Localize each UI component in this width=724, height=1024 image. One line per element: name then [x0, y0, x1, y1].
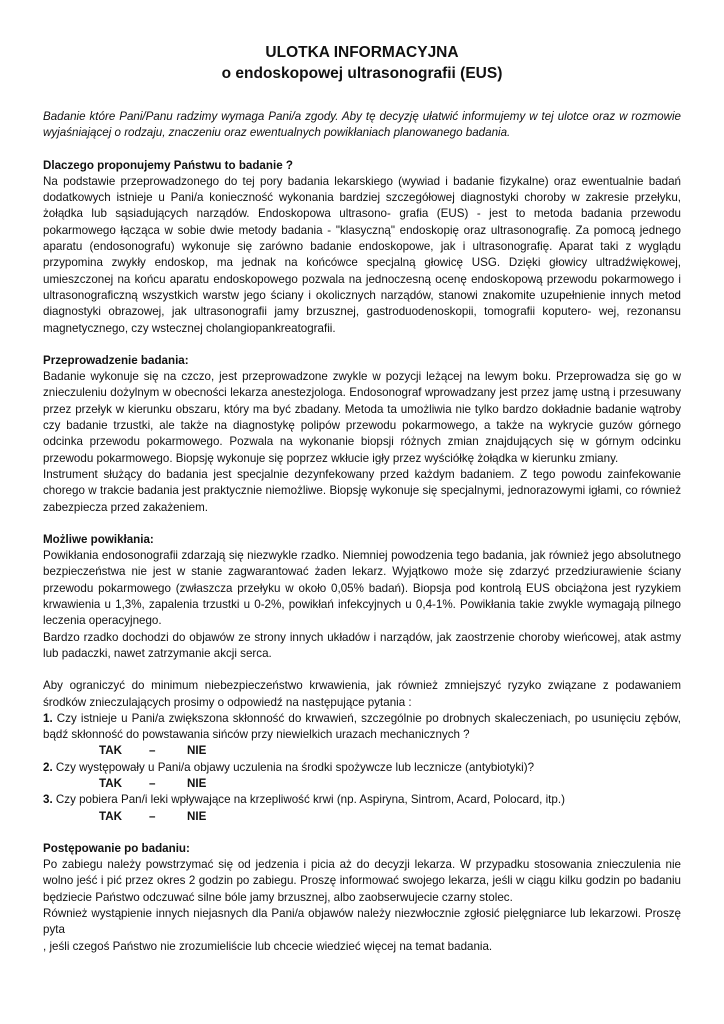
intro-text: Badanie które Pani/Panu radzimy wymaga Pani/a zgody. Aby tę decyzję ułatwić informujemy w tej ulotce oraz w rozmowie wyjaśniającej o rodzaju, znaczeniu oraz ewentualnych powikłaniach planowanego badania. [43, 110, 681, 140]
answer-options [43, 809, 681, 825]
answer-options [43, 776, 681, 792]
section-heading: Przeprowadzenie badania: [43, 353, 189, 367]
intro-block [43, 109, 681, 142]
answer-no[interactable]: NIE [187, 776, 207, 790]
answer-separator: – [149, 744, 156, 758]
question-text: Czy istnieje u Pani/a zwiększona skłonność do krwawień, szczególnie po drobnych skaleczeniach, po usunięciu zębów, bądź skłonność do powstawania sińców przy niewielkich urazach mechanicznych ? [43, 711, 681, 742]
section-heading: Postępowanie po badaniu: [43, 841, 190, 855]
section-text: Na podstawie przeprowadzonego do tej pory badania lekarskiego (wywiad i badanie fizykalne) oraz ewentualnie badań dodatkowych istnieje u Pani/a konieczność wykonania bardziej szczegółowej diagnostyki choroby w zakresie przełyku, żołądka lub sąsiadujących narządów. Endoskopowa ultrasono- grafia (EUS) - jest to metoda badania przewodu pokarmowego łącząca w sobie dwie metody badania - "klasyczną" endoskopię oraz ultrasonografię. Za pomocą jednego aparatu (endosonografu) wykonuje się zarówno badanie endoskopowe, jak i ultrasonografię. Aparat taki z wyglądu przypomina zwykły endoskop, ma jednak na końcówce specjalną głowicę USG. Dzięki głowicy ultradźwiękowej, umieszczonej na końcu aparatu endoskopowego pozwala na jednoczesną ocenę endoskopową przewodu pokarmowego i ultrasonograficzną wszystkich warstw jego ściany i okolicznych narządów, stanowi znakomite uzupełnienie innych metod diagnostyki obrazowej, jak ultrasonografii jamy brzusznej, gastroduodenoskopii, tomografii koputero- wej, rezonansu magnetycznego, czy wstecznej cholangiopankreatografii. [43, 174, 681, 335]
answer-yes[interactable]: TAK [99, 809, 122, 823]
question-text: Czy występowały u Pani/a objawy uczulenia na środki spożywcze lub lecznicze (antybiotyki)? [52, 760, 535, 774]
answer-separator: – [149, 809, 156, 823]
answer-yes[interactable]: TAK [99, 744, 122, 758]
question-item [43, 792, 681, 808]
section-heading: Dlaczego proponujemy Państwu to badanie ? [43, 158, 293, 172]
section-text: Instrument służący do badania jest specjalnie dezynfekowany przed każdym badaniem. Z tego powodu zainfekowanie chorego w trakcie badania jest praktycznie niemożliwe. Biopsję wykonuje się specjalnymi, jednorazowymi igłami, co również zabezpiecza przed zakażeniem. [43, 467, 681, 514]
section-complications [43, 532, 681, 662]
answer-yes[interactable]: TAK [99, 776, 122, 790]
question-item [43, 760, 681, 776]
section-text: , jeśli czegoś Państwo nie zrozumieliście lub chcecie wiedzieć więcej na temat badania. [43, 939, 493, 953]
question-item [43, 711, 681, 744]
section-text: Po zabiegu należy powstrzymać się od jedzenia i picia aż do decyzji lekarza. W przypadku stosowania znieczulenia nie wolno jeść i pić przez okres 2 godzin po zabiegu. Proszę informować swojego lekarza, jeśli w ciągu kilku godzin po badaniu będziecie Państwo odczuwać silne bóle jamy brzusznej, albo zaobserwujecie czarny stolec. [43, 858, 681, 904]
section-after [43, 841, 681, 955]
document-header [43, 42, 681, 84]
document-subtitle: o endoskopowej ultrasonografii (EUS) [221, 65, 503, 82]
questions-intro: Aby ograniczyć do minimum niebezpieczeństwo krwawienia, jak również zmniejszyć ryzyko związane z podawaniem środków znieczulających prosimy o odpowiedź na następujące pytania : [43, 679, 681, 709]
answer-separator: – [149, 776, 156, 790]
answer-options [43, 743, 681, 759]
question-number: 1. [43, 711, 53, 725]
section-why [43, 158, 681, 337]
section-text: Powikłania endosonografii zdarzają się niezwykle rzadko. Niemniej powodzenia tego badania, jak również jego absolutnego bezpieczeństwa nie jest w stanie zagwarantować żaden lekarz. Wyjątkowo może się zdarzyć przedziurawienie ściany przewodu pokarmowego (zwłaszcza przełyku w około 0,05% badań). Biopsja pod kontrolą EUS obciążona jest ryzykiem krwawienia u 1,3%, zapalenia trzustki u 0-2%, powikłań infekcyjnych u 0,4-1%. Powikłania takie zwykle wymagają pilnego leczenia operacyjnego. [43, 549, 681, 628]
section-heading: Możliwe powikłania: [43, 532, 154, 546]
section-text: Bardzo rzadko dochodzi do objawów ze strony innych układów i narządów, jak zaostrzenie choroby wieńcowej, atak astmy lub padaczki, nawet zatrzymanie akcji serca. [43, 630, 681, 660]
section-procedure [43, 353, 681, 516]
document-title: ULOTKA INFORMACYJNA [265, 44, 459, 61]
question-number: 3. [43, 793, 53, 807]
section-questions [43, 678, 681, 825]
answer-no[interactable]: NIE [187, 809, 207, 823]
section-text: Badanie wykonuje się na czczo, jest przeprowadzone zwykle w pozycji leżącej na lewym boku. Przeprowadza się go w znieczuleniu dożylnym w obecności lekarza anestezjologa. Endosonograf wprowadzany jest przez jamę ustną i przesuwany przez przełyk w kierunku obszaru, który ma być zbadany. Metoda ta umożliwia nie tylko bardzo dokładnie badanie wątroby czy badanie trzustki, ale także na diagnostykę polipów przewodu pokarmowego, a także na wykrycie guzów górnego odcinka przewodu pokarmowego. Pozwala na wykonanie biopsji różnych zmian znajdujących się w górnym odcinku przewodu pokarmowego. Biopsję wykonuje się poprzez wkłucie igły przez wyściółkę żołądka w kierunku zmiany. [43, 370, 681, 465]
question-number: 2. [43, 760, 53, 774]
document-page [43, 42, 681, 971]
section-text: Również wystąpienie innych niejasnych dla Pani/a objawów należy niezwłocznie zgłosić pielęgniarce lub lekarzowi. Proszę pyta [43, 907, 681, 937]
answer-no[interactable]: NIE [187, 744, 207, 758]
question-text: Czy pobiera Pan/i leki wpływające na krzepliwość krwi (np. Aspiryna, Sintrom, Acard, Polocard, itp.) [52, 793, 565, 807]
